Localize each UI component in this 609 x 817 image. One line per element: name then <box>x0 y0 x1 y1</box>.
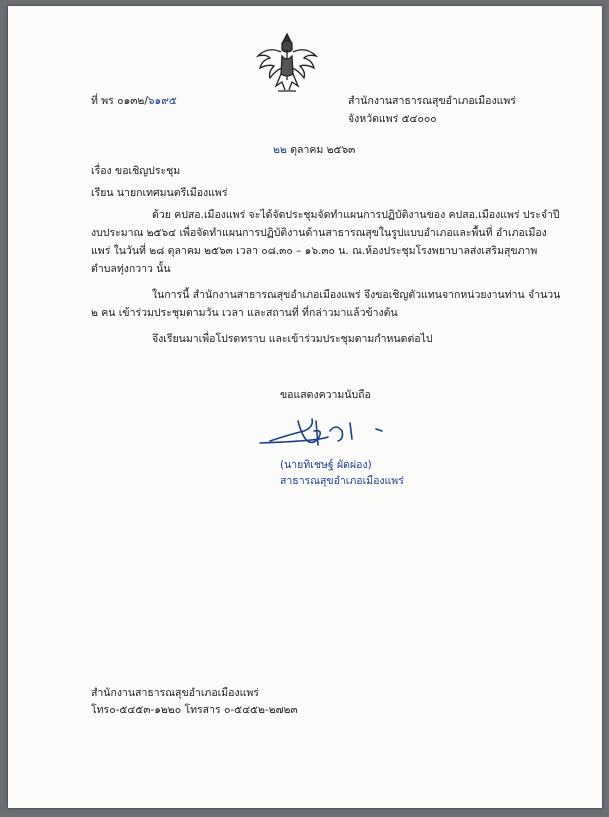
paragraph-1-line-2: งบประมาณ ๒๕๖๔ เพื่อจัดทำแผนการปฏิบัติงานด้านสาธารณสุขในรูปแบบอำเภอและพื้นที่ อำเภอเมือง <box>91 227 547 239</box>
reference-number: ที่ พร ๐๑๓๒/๖๑๙๕ <box>91 95 177 107</box>
garuda-emblem <box>252 28 322 98</box>
signature-image <box>258 401 408 461</box>
footer-office: สำนักงานสาธารณสุขอำเภอเมืองแพร่ <box>91 687 259 699</box>
handwritten-ref: ๖๑๙๕ <box>147 95 177 107</box>
subject-line: เรื่อง ขอเชิญประชุม <box>91 165 181 177</box>
sender-office: สำนักงานสาธารณสุขอำเภอเมืองแพร่ <box>348 95 516 107</box>
signer-title: สาธารณสุขอำเภอเมืองแพร่ <box>280 475 404 487</box>
paragraph-1-line-3: แพร่ ในวันที่ ๒๘ ตุลาคม ๒๕๖๓ เวลา ๐๘.๓๐ – ๑๖.๓๐ น. ณ.ห้องประชุมโรงพยาบาลส่งเสริมสุขภาพ <box>91 245 538 257</box>
letter-date: ๒๒ ตุลาคม ๒๕๖๓ <box>273 144 356 156</box>
paragraph-3: จึงเรียนมาเพื่อโปรดทราบ และเข้าร่วมประชุมตามกำหนดต่อไป <box>152 333 433 345</box>
signer-name: (นายทิเชษฐ์ ผัดผ่อง) <box>280 459 372 471</box>
letter-page <box>8 6 602 808</box>
addressee-line: เรียน นายกเทศมนตรีเมืองแพร่ <box>91 187 228 199</box>
paragraph-1-line-4: ตำบลทุ่งกวาว นั้น <box>91 263 171 275</box>
sender-address: จังหวัดแพร่ ๕๔๐๐๐ <box>348 113 437 125</box>
footer-contact: โทร๐-๕๔๕๓-๑๒๒๐ โทรสาร ๐-๕๔๕๒-๒๗๒๓ <box>91 704 298 716</box>
paragraph-1-line-1: ด้วย คปสอ.เมืองแพร่ จะได้จัดประชุมจัดทำแผนการปฏิบัติงานของ คปสอ.เมืองแพร่ ประจำปี <box>152 209 560 221</box>
paragraph-2-line-1: ในการนี้ สำนักงานสาธารณสุขอำเภอเมืองแพร่ จึงขอเชิญตัวแทนจากหน่วยงานท่าน จำนวน <box>152 289 561 301</box>
date-day-handwritten: ๒๒ <box>273 144 287 156</box>
paragraph-2-line-2: ๒ คน เข้าร่วมประชุมตามวัน เวลา และสถานที่ ที่กล่าวมาแล้วข้างต้น <box>91 307 398 319</box>
closing: ขอแสดงความนับถือ <box>280 389 371 401</box>
